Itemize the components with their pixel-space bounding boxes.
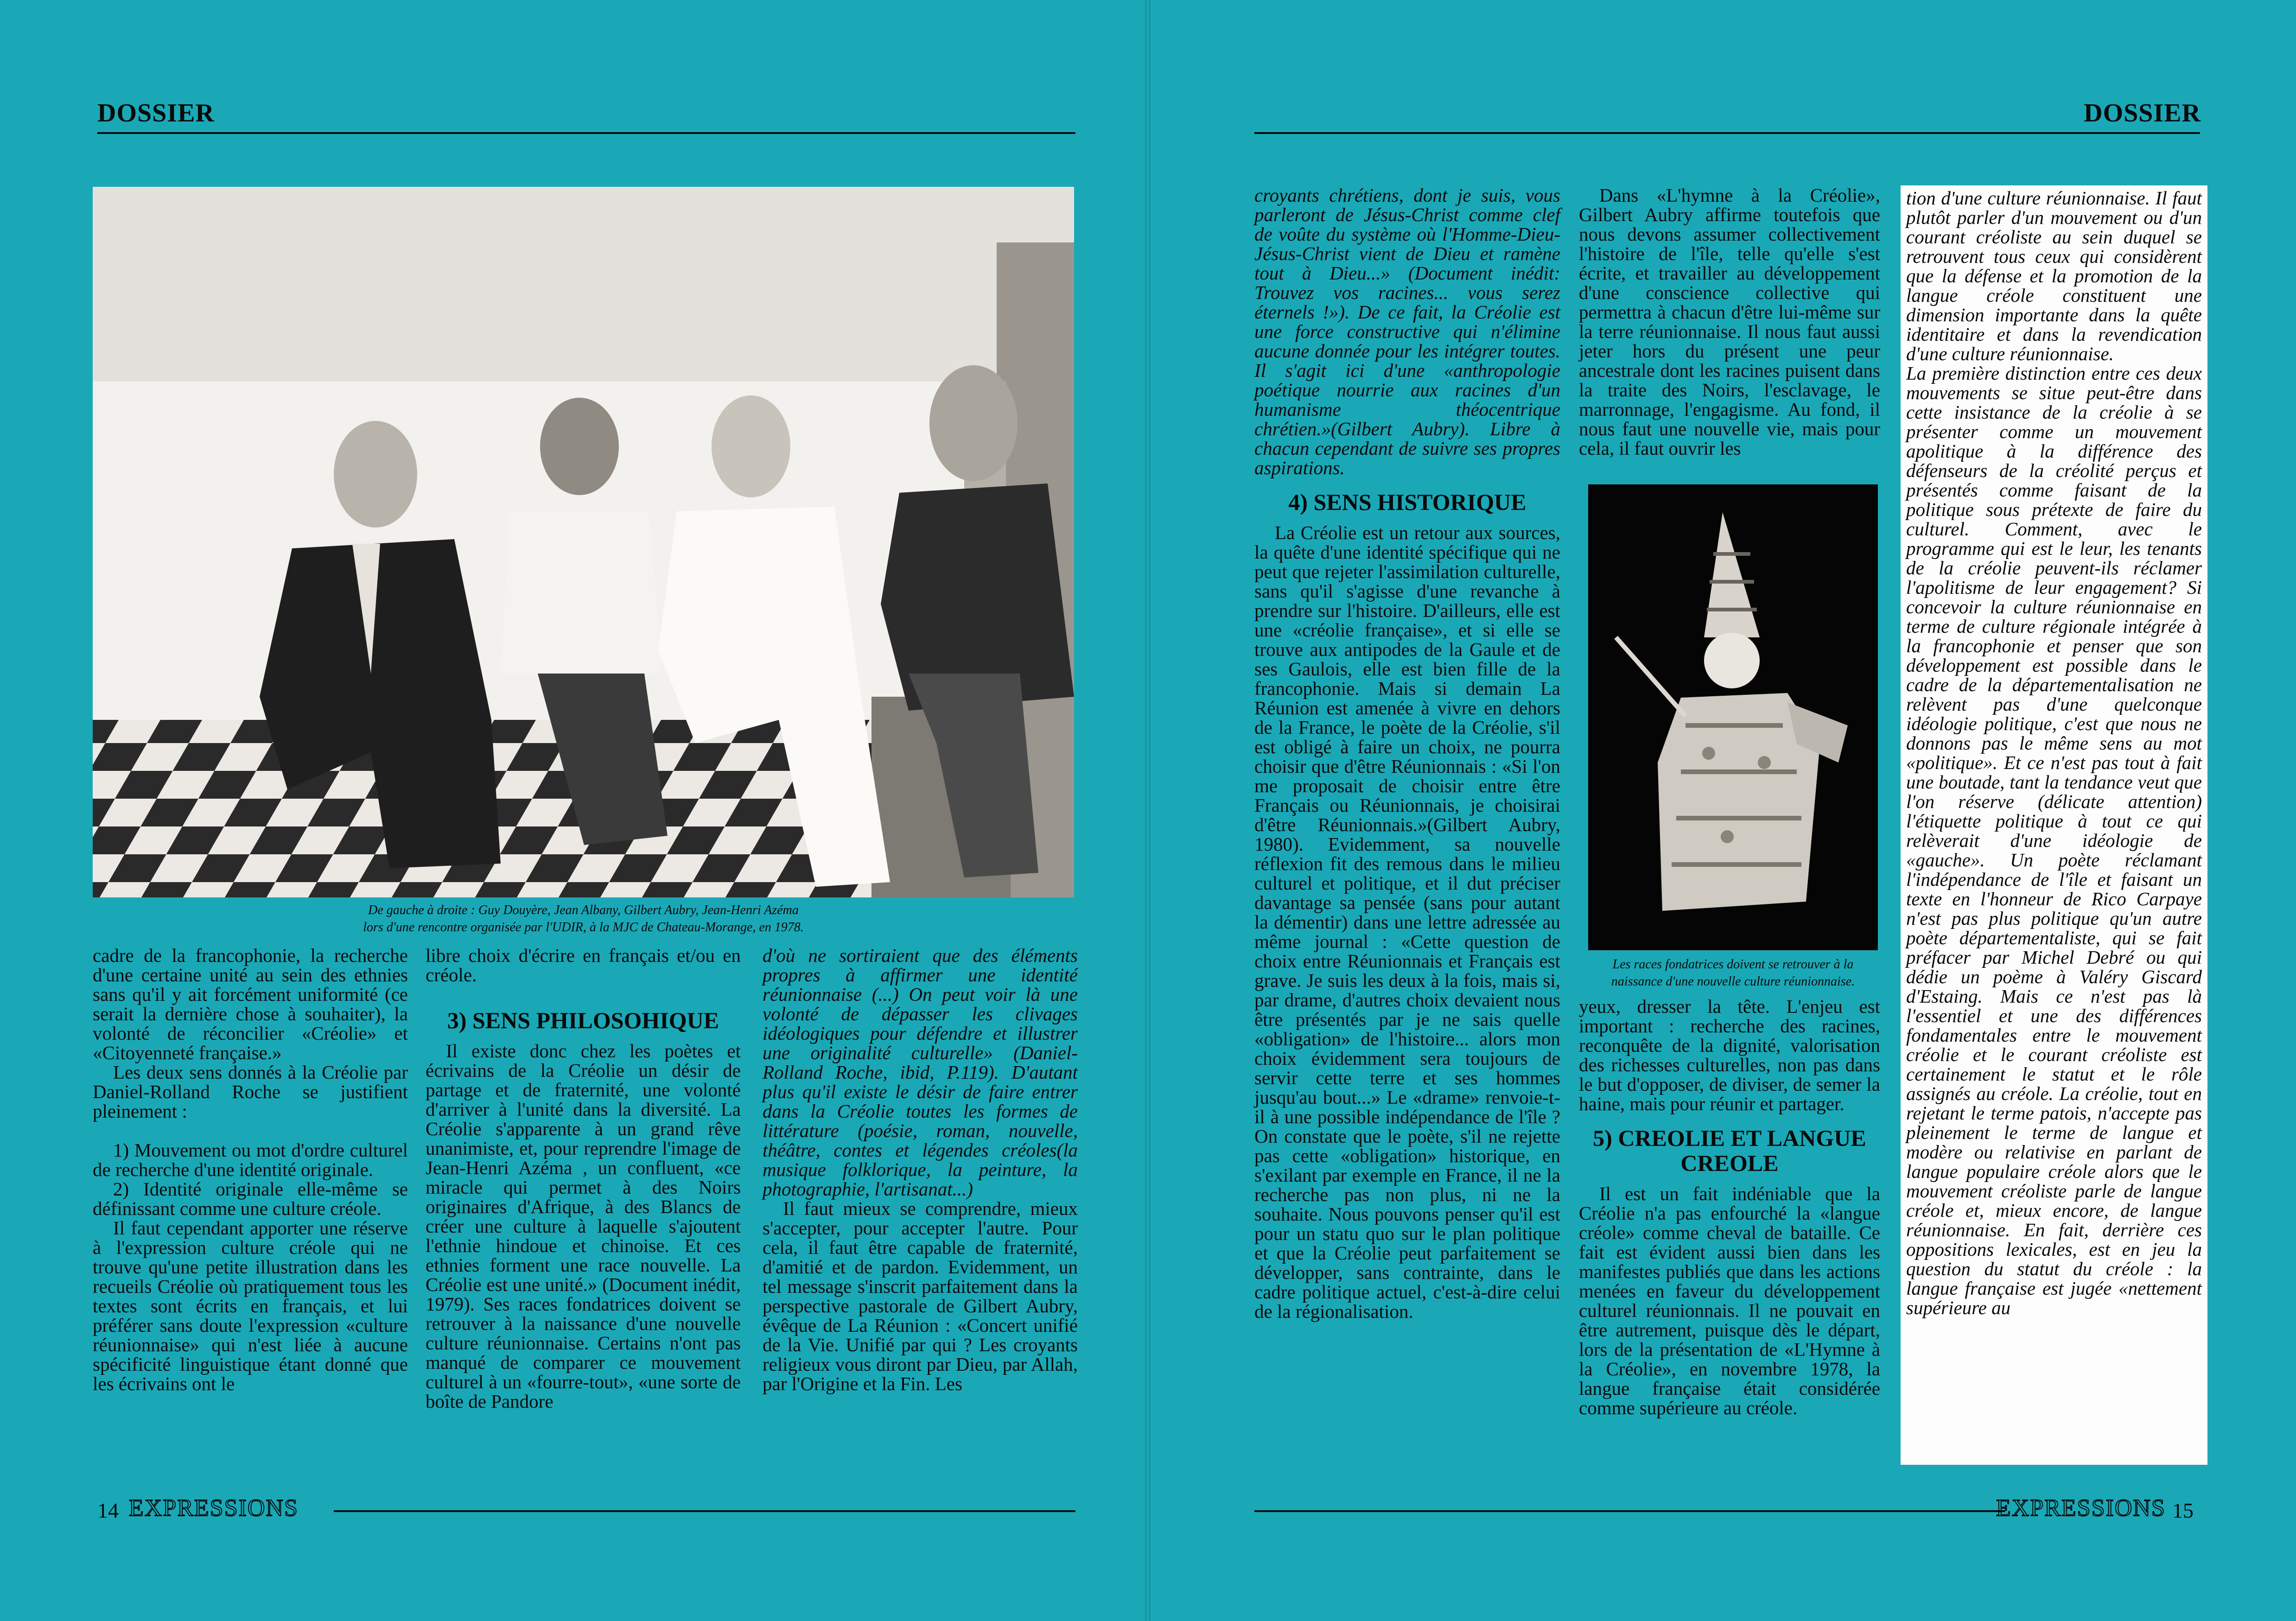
left-column-2 xyxy=(426,946,741,1411)
caption-line: naissance d'une nouvelle culture réunionnaise. xyxy=(1611,974,1855,989)
caption-line: lors d'une rencontre organisée par l'UDIR, à la MJC de Chateau-Morange, en 1978. xyxy=(363,920,804,934)
left-column-3 xyxy=(763,946,1078,1393)
paragraph: croyants chrétiens, dont je suis, vous parleront de Jésus-Christ comme clef de voûte du système où l'Homme-Dieu-Jésus-Christ vient de Dieu et ramène tout à Dieu...» (Document inédit: Trouvez vos racines... vous serez éternels !»). De ce fait, la Créolie est une force constructive qui n'élimine aucune donnée pour les intégrer toutes. Il s'agit ici d'une «anthropologie poétique nourrie aux racines d'un humanisme théocentrique chrétien.»(Gilbert Aubry). Libre à chacun cependant de suivre ses propres aspirations. xyxy=(1254,184,1560,478)
paragraph: Il faut mieux se comprendre, mieux s'accepter, pour accepter l'autre. Pour cela, il faut être capable de fraternité, d'amitié et de pardon. Evidemment, un tel message s'inscrit parfaitement dans la perspective pastorale de Gilbert Aubry, évêque de La Réunion : «Concert unifié de la Vie. Unifié par qui ? Les croyants religieux vous diront par Dieu, par Allah, par l'Origine et la Fin. Les xyxy=(763,1198,1078,1394)
paragraph: Il existe donc chez les poètes et écrivains de la Créolie un désir de partage et de fraternité, une volonté d'arriver à l'unité dans la diversité. La Créolie s'apparente à un grand rêve unanimiste, et, pour reprendre l'image de Jean-Henri Azéma , un confluent, «ce miracle qui permet à des Noirs originaires d'Afrique, à des Blancs de créer une culture à laquelle s'ajoutent l'ethnie hindoue et chinoise. Et ces ethnies forment une race nouvelle. La Créolie est une unité.» (Document inédit, 1979). Ses races fondatrices doivent se retrouver à la naissance d'une nouvelle culture réunionnaise. Certains n'ont pas manqué de comparer ce mouvement culturel à un «fourre-tout», «une sorte de boîte de Pandore xyxy=(426,1040,741,1412)
left-header-rule xyxy=(97,132,1075,134)
dancer-photo xyxy=(1588,484,1878,950)
right-column-2 xyxy=(1579,185,1880,458)
right-footer-rule xyxy=(1254,1510,2005,1512)
paragraph: Il faut cependant apporter une réserve à l'expression culture créole qui ne trouve qu'une petite illustration dans les recueils Créolie où pratiquement tous les textes sont écrits en français, et lui préférer sans doute l'expression «culture réunionnaise» qui n'est liée à aucune spécificité linguistique étant donné que les écrivains ont le xyxy=(93,1217,408,1394)
left-page-number: 14 xyxy=(97,1499,119,1522)
caption-line: Les races fondatrices doivent se retrouver à la xyxy=(1612,957,1854,972)
left-photo-caption xyxy=(93,902,1074,936)
right-page-number: 15 xyxy=(2172,1499,2194,1522)
section-heading: 5) CREOLIE ET LANGUE CREOLE xyxy=(1593,1125,1866,1176)
paragraph: Il est un fait indéniable que la Créolie n'a pas enfourché la «langue créole» comme cheval de bataille. Ce fait est évident aussi bien dans les manifestes publiés que dans les actions menées en faveur du développement culturel réunionnais. Il ne pouvait en être autrement, puisque dès le départ, lors de la présentation de «L'Hymne à la Créolie», en novembre 1978, la langue française était considérée comme supérieure au créole. xyxy=(1579,1183,1880,1418)
section-heading: 4) SENS HISTORIQUE xyxy=(1288,489,1526,515)
caption-line: De gauche à droite : Guy Douyère, Jean Albany, Gilbert Aubry, Jean-Henri Azéma xyxy=(368,903,799,917)
paragraph: 2) Identité originale elle-même se définissant comme une culture créole. xyxy=(93,1178,408,1219)
paragraph: 1) Mouvement ou mot d'ordre culturel de recherche d'une identité originale. xyxy=(93,1139,408,1180)
right-column-1 xyxy=(1254,185,1560,1321)
left-header: DOSSIER xyxy=(97,99,215,127)
paragraph: cadre de la francophonie, la recherche d'une certaine unité au sein des ethnies sans qu'il y ait forcément uniformité (ce serait la dernière chose à souhaiter), la volonté de réconcilier «Créolie» et «Citoyenneté française.» xyxy=(93,945,408,1063)
left-brand: EXPRESSIONS xyxy=(129,1495,299,1521)
paragraph: Dans «L'hymne à la Créolie», Gilbert Aubry affirme toutefois que nous devons assumer collectivement l'histoire de l'île, telle qu'elle s'est écrite, et travailler au développement d'une conscience collective qui permettra à chacun d'être lui-même sur la terre réunionnaise. Il nous faut aussi jeter hors du présent une peur ancestrale dont les racines puisent dans la traite des Noirs, l'esclavage, le marronnage, l'engagisme. Au fond, il nous faut une nouvelle vie, mais pour cela, il faut ouvrir les xyxy=(1579,184,1880,459)
group-photo xyxy=(93,187,1074,897)
right-header-rule xyxy=(1254,132,2200,134)
paragraph: La première distinction entre ces deux mouvements se situe peut-être dans cette insistance de la créolie à se présenter comme un mouvement apolitique à la différence des défenseurs de la créolité perçus et présentés comme faisant de la politique sous prétexte de faire du culturel. Comment, avec le programme qui est le leur, les tenants de la créolie peuvent-ils réclamer l'apolitisme de leur engagement? Si concevoir la culture réunionnaise en terme de culture régionale intégrée à la francophonie et penser que son développement est possible dans le cadre de la départementalisation ne relèvent pas d'une quelconque idéologie politique, c'est que nous ne donnons pas le même sens au mot «politique». Et ce n'est pas tout à fait une boutade, tant la tendance veut que l'on réserve (délicate attention) l'étiquette politique à tout ce qui relèverait d'une idéologie de «gauche». Un poète réclamant l'indépendance de l'île et faisant un texte en l'honneur de Rico Carpaye n'est pas plus politique qu'un autre poète départementaliste, qui se fait préfacer par Michel Debré ou qui dédie un poème à Valéry Giscard d'Estaing. Mais ce n'est pas là l'essentiel et une des différences fondamentales entre le mouvement créolie et le courant créoliste est certainement le statut et le rôle assignés au créole. La créolie, tout en rejetant le terme patois, n'accepte pas pleinement le terme de langue et modère ou relativise en parlant de langue populaire créole alors que le mouvement créoliste parle de langue créole et, mieux encore, de langue réunionnaise. En fait, derrière ces oppositions lexicales, est en jeu la question du statut du créole : la langue française est jugée «nettement supérieure au xyxy=(1906,362,2202,1318)
paragraph: d'où ne sortiraient que des éléments propres à affirmer une identité réunionnaise (...) On peut voir là une volonté de dépasser les clivages idéologiques pour défendre et illustrer une originalité culturelle» (Daniel-Rolland Roche, ibid, P.119). D'autant plus qu'il existe le désir de faire entrer dans la Créolie toutes les formes de littérature (poésie, roman, nouvelle, théâtre, contes et légendes créoles(la musique folklorique, la peinture, la photographie, l'artisanat...) xyxy=(763,945,1078,1200)
left-footer-rule xyxy=(334,1510,1075,1512)
paragraph: libre choix d'écrire en français et/ou en créole. xyxy=(426,945,741,985)
section-heading: 3) SENS PHILOSOHIQUE xyxy=(447,1007,719,1033)
paragraph: Les deux sens donnés à la Créolie par Daniel-Rolland Roche se justifient pleinement : xyxy=(93,1062,408,1122)
right-brand: EXPRESSIONS xyxy=(1996,1495,2166,1521)
paragraph: La Créolie est un retour aux sources, la quête d'une identité spécifique qui ne peut que rejeter l'assimilation culturelle, sans qu'il s'agisse d'une revanche à prendre sur l'histoire. D'ailleurs, elle est une «créolie française», et si elle se trouve aux antipodes de la Gaule et de ses Gaulois, elle est bien fille de la francophonie. Mais si demain La Réunion est amenée à vivre en dehors de la France, le poète de la Créolie, s'il est obligé à faire un choix, ne pourra choisir que d'être Réunionnais : «Si l'on me proposait de choisir entre être Français ou Réunionnais, je choisirai d'être Réunionnais.»(Gilbert Aubry, 1980). Evidemment, sa nouvelle réflexion fit des remous dans le milieu culturel et politique, et il dut préciser davantage sa pensée (sans pour autant la démentir) dans une lettre adressée au même journal : «Cette question de choix entre Réunionnais et Français est grave. Je suis les deux à la fois, mais si, par drame, d'autres choix devaient nous être présentés par je ne sais quelle «obligation» de l'histoire... alors mon choix évidemment sera toujours de servir cette terre et ses hommes jusqu'au bout...» Le «drame» renvoie-t-il à une possible indépendance de l'île ? On constate que le poète, s'il ne rejette pas cette «obligation» historique, en s'exilant par exemple en France, il ne la recherche pas non plus, ni ne la souhaite. Nous pouvons penser qu'il est pour un statu quo sur le plan politique et que la Créolie peut parfaitement se développer, sans contrainte, dans le cadre politique actuel, c'est-à-dire celui de la régionalisation. xyxy=(1254,522,1560,1322)
right-column-3-highlight xyxy=(1901,185,2207,1465)
paragraph: yeux, dresser la tête. L'enjeu est important : recherche des racines, reconquête de la dignité, valorisation des richesses culturelles, non pas dans le but d'opposer, de diviser, de semer la haine, mais pour réunir et partager. xyxy=(1579,996,1880,1114)
right-page xyxy=(1148,0,2296,1621)
right-photo-caption xyxy=(1584,956,1883,990)
right-header: DOSSIER xyxy=(2084,99,2201,127)
left-column-1 xyxy=(93,946,408,1393)
paragraph: tion d'une culture réunionnaise. Il faut plutôt parler d'un mouvement ou d'un courant créoliste au sein duquel se retrouvent tous ceux qui considèrent que la défense et la promotion de la langue créole constituent une dimension importante dans la quête identitaire et dans la revendication d'une culture réunionnaise. xyxy=(1906,187,2202,364)
right-column-2-continued xyxy=(1579,997,1880,1418)
